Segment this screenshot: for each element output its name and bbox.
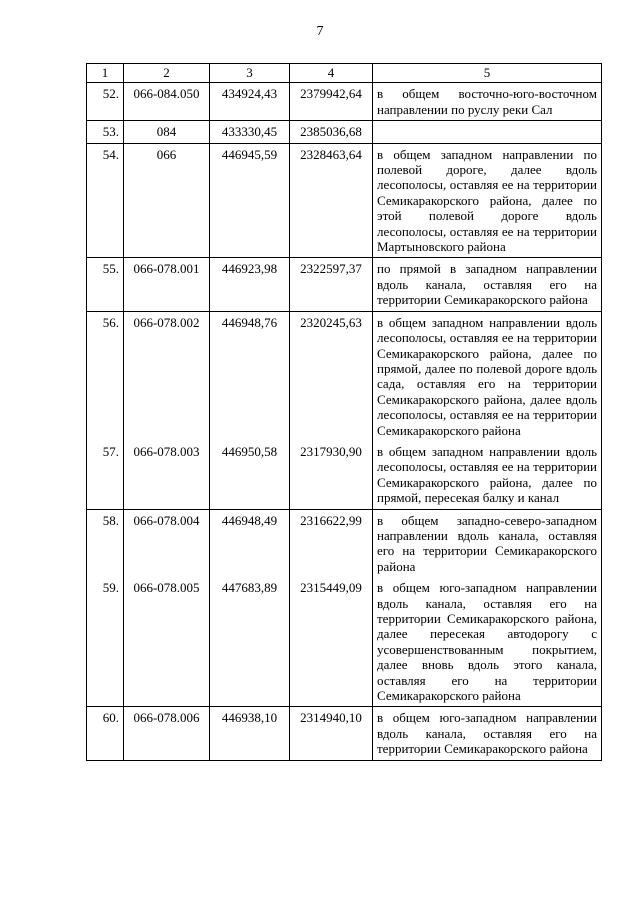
page-number: 7 [316,24,324,39]
coordinate-x: 446945,59 [210,143,290,258]
table-row [87,509,602,577]
point-number: 52. [87,83,124,121]
coordinate-x: 446948,76 [210,311,290,441]
header-col-5: 5 [373,64,602,83]
point-number: 58. [87,509,124,577]
point-code: 066-078.002 [124,311,210,441]
coordinate-x: 434924,43 [210,83,290,121]
point-number: 59. [87,577,124,707]
boundary-description: в общем западном направлении по полевой дороге, далее вдоль лесополосы, оставляя ее на территории Семикаракорского района, далее по этой полевой дороге вдоль лесополосы, оставляя ее на территории Мартыновского района [373,143,602,258]
point-code: 066-078.004 [124,509,210,577]
point-number: 53. [87,121,124,143]
point-code: 066-078.003 [124,441,210,509]
coordinate-y: 2385036,68 [290,121,373,143]
point-number: 56. [87,311,124,441]
coordinate-x: 446938,10 [210,707,290,760]
coordinate-x: 446950,58 [210,441,290,509]
coordinate-y: 2320245,63 [290,311,373,441]
coordinate-x: 446948,49 [210,509,290,577]
header-col-2: 2 [124,64,210,83]
coordinate-x: 446923,98 [210,258,290,311]
table-row [87,311,602,441]
header-col-4: 4 [290,64,373,83]
point-number: 60. [87,707,124,760]
coordinate-x: 433330,45 [210,121,290,143]
table-row [87,143,602,258]
point-code: 066-078.006 [124,707,210,760]
table-row [87,441,602,509]
boundary-description: в общем восточно-юго-восточном направлении по руслу реки Сал [373,83,602,121]
table-row [87,707,602,760]
point-code: 066-078.005 [124,577,210,707]
boundary-description [373,121,602,143]
point-number: 54. [87,143,124,258]
coordinate-y: 2315449,09 [290,577,373,707]
table-row [87,83,602,121]
header-col-1: 1 [87,64,124,83]
point-code: 066 [124,143,210,258]
coordinate-y: 2314940,10 [290,707,373,760]
table-row [87,258,602,311]
coordinate-y: 2316622,99 [290,509,373,577]
point-number: 55. [87,258,124,311]
point-code: 066-084.050 [124,83,210,121]
boundary-description: в общем юго-западном направлении вдоль канала, оставляя его на территории Семикаракорского района [373,707,602,760]
boundary-description: в общем юго-западном направлении вдоль канала, оставляя его на территории Семикаракорского района, далее пересекая автодорогу с усовершенствованным покрытием, далее вновь вдоль этого канала, оставляя его на территории Семикаракорского района [373,577,602,707]
coordinate-y: 2379942,64 [290,83,373,121]
header-row [87,64,602,83]
boundary-description: в общем западном направлении вдоль лесополосы, оставляя ее на территории Семикаракорского района, далее по прямой, далее по полевой дороге вдоль сада, оставляя его на территории Семикаракорского района, далее вдоль лесополосы, оставляя ее на территории Семикаракорского района [373,311,602,441]
point-code: 066-078.001 [124,258,210,311]
boundary-description: в общем западном направлении вдоль лесополосы, оставляя ее на территории Семикаракорского района, далее по прямой, пересекая балку и канал [373,441,602,509]
point-code: 084 [124,121,210,143]
boundary-description: в общем западно-северо-западном направлении вдоль канала, оставляя его на территории Семикаракорского района [373,509,602,577]
coordinate-y: 2328463,64 [290,143,373,258]
point-number: 57. [87,441,124,509]
table-row [87,577,602,707]
coordinate-x: 447683,89 [210,577,290,707]
coordinate-y: 2317930,90 [290,441,373,509]
table-row [87,121,602,143]
boundary-description: по прямой в западном направлении вдоль канала, оставляя его на территории Семикаракорского района [373,258,602,311]
coordinate-y: 2322597,37 [290,258,373,311]
boundary-table [86,63,602,761]
header-col-3: 3 [210,64,290,83]
